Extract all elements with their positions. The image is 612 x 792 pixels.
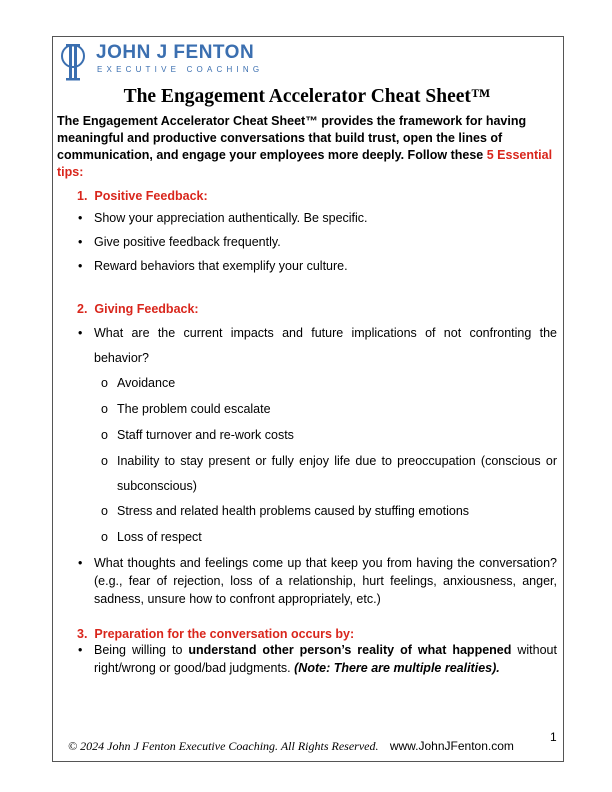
footer-copyright: © 2024 John J Fenton Executive Coaching. All Rights Reserved. — [68, 739, 379, 753]
footer-website-link[interactable]: www.JohnJFenton.com — [389, 739, 514, 753]
intro-text: The Engagement Accelerator Cheat Sheet™ provides the framework for having meaningful and productive conversations that build trust, open the lines of communication, and engage your employees more deeply. Follow these — [57, 114, 527, 162]
list-item: Show your appreciation authentically. Be specific. — [94, 211, 368, 225]
list-item: Reward behaviors that exemplify your culture. — [94, 259, 348, 273]
section-1-heading — [77, 189, 208, 203]
section-2-number: 2. — [77, 302, 88, 316]
bullet-icon: • — [78, 326, 83, 340]
section-1-number: 1. — [77, 189, 88, 203]
sub-bullet-icon: o — [101, 428, 108, 442]
logo-subtitle: EXECUTIVE COACHING — [97, 65, 264, 74]
bullet-icon: • — [78, 211, 83, 225]
sub-bullet-icon: o — [101, 504, 108, 518]
sub-bullet-icon: o — [101, 402, 108, 416]
bullet-icon: • — [78, 235, 83, 249]
bullet-icon: • — [78, 259, 83, 273]
sub-list-item: Staff turnover and re-work costs — [117, 428, 294, 442]
section-1-title: Positive Feedback: — [94, 189, 208, 203]
list-item-text: Being willing to — [94, 643, 189, 657]
list-item-text: right/wrong or good/bad judgments. — [94, 661, 295, 675]
sub-list-item: Loss of respect — [117, 530, 202, 544]
company-logo — [60, 40, 264, 84]
page-title: The Engagement Accelerator Cheat Sheet™ — [123, 86, 491, 107]
bullet-icon: • — [78, 643, 83, 657]
list-item-emphasis: understand other person’s reality of what happened — [188, 643, 512, 657]
sub-list-item-continued: subconscious) — [117, 479, 197, 493]
sub-list-item: Stress and related health problems caused by stuffing emotions — [117, 504, 470, 518]
sub-bullet-icon: o — [101, 530, 108, 544]
section-3-number: 3. — [77, 627, 88, 641]
sub-bullet-icon: o — [101, 376, 108, 390]
page-number: 1 — [550, 730, 557, 744]
section-3-heading — [77, 627, 354, 641]
sub-list-item: Avoidance — [117, 376, 176, 390]
sub-list-item: Inability to stay present or fully enjoy life due to preoccupation (conscious or — [117, 454, 557, 468]
footer — [68, 739, 514, 754]
note-text: (Note: There are multiple realities). — [294, 661, 500, 675]
section-3-title: Preparation for the conversation occurs by: — [94, 627, 355, 641]
list-item — [94, 643, 557, 657]
bullet-icon: • — [78, 556, 83, 570]
logo-name: JOHN J FENTON — [96, 42, 255, 63]
section-2-heading — [77, 302, 199, 316]
list-item-continued: (e.g., fear of rejection, loss of a relationship, hurt feelings, anxiousness, anger, — [94, 574, 557, 588]
section-2-title: Giving Feedback: — [94, 302, 199, 316]
intro-paragraph — [57, 113, 557, 181]
list-item: What thoughts and feelings come up that keep you from having the conversation? — [94, 556, 557, 570]
pillar-logo-icon — [60, 40, 94, 84]
list-item: Give positive feedback frequently. — [94, 235, 281, 249]
list-item-continued: behavior? — [94, 351, 149, 365]
list-item: What are the current impacts and future implications of not confronting the — [94, 326, 557, 340]
sub-list-item: The problem could escalate — [117, 402, 271, 416]
list-item-text: without — [511, 643, 557, 657]
list-item-continued — [94, 661, 500, 675]
list-item-continued: sadness, unsure how to confront appropriately, etc.) — [94, 592, 381, 606]
intro-highlight: 5 Essential tips: — [57, 148, 553, 179]
sub-bullet-icon: o — [101, 454, 108, 468]
